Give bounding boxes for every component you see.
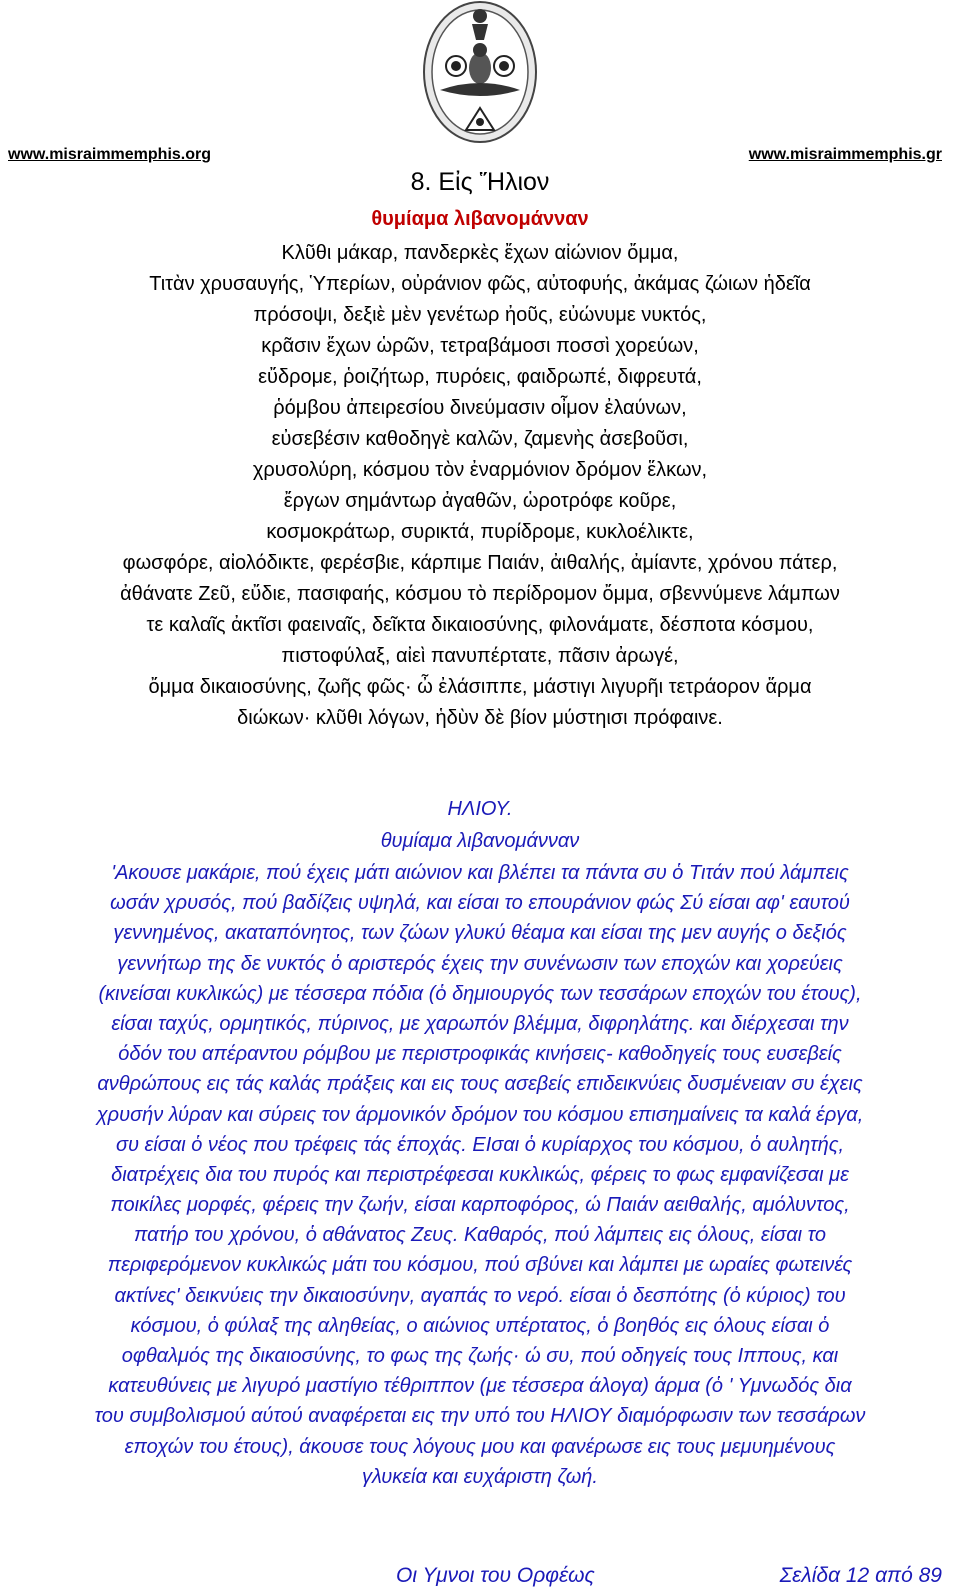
translation-line: οφθαλμός της δικαιοσύνης, το φως της ζωής· ώ συ, πού οδηγείς τους Ιππους, και [121, 1345, 839, 1367]
hymn-line: διώκων· κλῦθι λόγων, ἡδὺν δὲ βίον μύστηισι πρόφαινε. [237, 707, 723, 729]
hymn-subtitle: θυμίαμα λιβανομάνναν [371, 208, 589, 230]
hymn-line: κοσμοκράτωρ, συρικτά, πυρίδρομε, κυκλοέλικτε, [266, 521, 694, 543]
footer-page-number: Σελίδα 12 από 89 [779, 1564, 942, 1587]
translation-subtitle: θυμίαμα λιβανομάνναν [380, 830, 580, 852]
translation-line: ποικίλες μορφές, φέρεις την ζωήν, είσαι καρποφόρος, ώ Παιάν αειθαλής, αμόλυντος, [110, 1194, 850, 1217]
hymn-line: Τιτὰν χρυσαυγής, Ὑπερίων, οὐράνιον φῶς, αὐτοφυής, ἀκάμας ζώιων ἡδεῖα [149, 273, 811, 295]
translation-line: εποχών του έτους), άκουσε τους λόγους μου και φανέρωσε εις τους μεμυημένους [124, 1435, 836, 1458]
translation-line: ανθρώπους εις τάς καλάς πράξεις και εις τους ασεβείς επιδεικνύεις δυσμένειαν συ έχεις [97, 1073, 863, 1096]
footer-book-title: Οι Υμνοι του Ορφέως [396, 1564, 595, 1587]
translation-line: περιφερόμενον κυκλικώς μάτι του κόσμου, πού σβύνει και λάμπει με ωραίες φωτεινές [107, 1254, 853, 1277]
hymn-line: ὄμμα δικαιοσύνης, ζωῆς φῶς· ὦ ἐλάσιππε, μάστιγι λιγυρῆι τετράορον ἅρμα [148, 676, 812, 698]
translation-line: 'Ακουσε μακάριε, πού έχεις μάτι αιώνιον και βλέπει τα πάντα συ ὁ Τιτάν πού λάμπεις [111, 862, 849, 884]
translation-line: ωσάν χρυσός, πού βαδίζεις υψηλά, και είσαι το επουράνιον φώς Σύ είσαι αφ' εαυτού [110, 892, 850, 915]
hymn-line: τε καλαῖς ἀκτῖσι φαειναῖς, δεῖκτα δικαιοσύνης, φιλονάματε, δέσποτα κόσμου, [146, 614, 814, 636]
header-website-org-link[interactable]: www.misraimmemphis.org [8, 146, 212, 163]
translation-line: γεννήτωρ της δε νυκτός ὁ αριστερός έχεις την συνένωσιν των εποχών και χορεύεις [117, 952, 843, 975]
translation-line: πατήρ του χρόνου, ὁ αθάνατος Ζευς. Καθαρός, πού λάμπεις εις όλους, είσαι το [134, 1224, 826, 1247]
translation-line: γλυκεία και ευχάριστη ζωή. [362, 1465, 598, 1488]
hymn-line: εὔδρομε, ῥοιζήτωρ, πυρόεις, φαιδρωπέ, διφρευτά, [258, 366, 702, 388]
hymn-line: χρυσολύρη, κόσμου τὸν ἐναρμόνιον δρόμον ἕλκων, [252, 459, 708, 481]
hymn-line: ἔργων σημάντωρ ἀγαθῶν, ὡροτρόφε κοῦρε, [283, 490, 677, 512]
hymn-line: ῥόμβου ἀπειρεσίου δινεύμασιν οἶμον ἐλαύνων, [273, 397, 687, 419]
header-website-gr-link[interactable]: www.misraimmemphis.gr [748, 146, 942, 163]
hymn-title: 8. Εἰς Ἥλιον [410, 168, 550, 196]
translation-line: του συμβολισμού αύτού αναφέρεται εις την υπό του ΗΛΙΟΥ διαμόρφωσιν των τεσσάρων [94, 1405, 866, 1428]
translation-text [0, 858, 960, 1492]
hymn-greek-text [0, 238, 960, 734]
translation-line: γεννημένος, ακαταπόνητος, των ζώων γλυκύ θέαμα και είσαι της μεν αυγής ο δεξιός [113, 922, 847, 945]
hymn-line: φωσφόρε, αἰολόδικτε, φερέσβιε, κάρπιμε Παιάν, ἀιθαλής, ἀμίαντε, χρόνου πάτερ, [122, 552, 838, 574]
hymn-line: εὐσεβέσιν καθοδηγὲ καλῶν, ζαμενὴς ἀσεβοῦσι, [271, 428, 689, 450]
translation-line: συ είσαι ὁ νέος που τρέφεις τάς έποχάς. ΕΙσαι ὁ κυρίαρχος του κόσμου, ὁ αυλητής, [115, 1133, 845, 1156]
translation-line: διατρέχεις δια του πυρός και περιστρέφεσαι κυκλικώς, φέρεις το φως εμφανίζεσαι με [111, 1163, 849, 1186]
translation-title: ΗΛΙΟΥ. [447, 798, 513, 820]
hymn-line: πιστοφύλαξ, αἰεὶ πανυπέρτατε, πᾶσιν ἀρωγέ, [281, 645, 679, 667]
translation-line: κόσμου, ὁ φύλαξ της αληθείας, ο αιώνιος υπέρτατος, ὁ βοηθός εις όλους είσαι ὁ [130, 1314, 830, 1337]
translation-line: όδόν του απέραντου ρόμβου με περιστροφικάς κινήσεις- καθοδηγείς τους ευσεβείς [118, 1043, 842, 1066]
hymn-line: Κλῦθι μάκαρ, πανδερκὲς ἔχων αἰώνιον ὄμμα, [281, 242, 679, 264]
seal-emblem-icon [416, 0, 544, 150]
translation-line: ακτίνες' δεικνύεις την δικαιοσύνην, αγαπάς το νερό. είσαι ὁ δεσπότης (ὁ κύριος) του [114, 1284, 846, 1307]
misraim-seal-logo [416, 0, 544, 150]
hymn-line: κρᾶσιν ἔχων ὡρῶν, τετραβάμοσι ποσσὶ χορεύων, [261, 335, 699, 357]
translation-line: είσαι ταχύς, ορμητικός, πύρινος, με χαρωπόν βλέμμα, διφρηλάτης. και διέρχεσαι την [111, 1012, 849, 1035]
translation-line: (κινείσαι κυκλικώς) με τέσσερα πόδια (ὁ δημιουργός των τεσσάρων εποχών του έτους), [98, 982, 862, 1005]
hymn-line: ἀθάνατε Ζεῦ, εὔδιε, πασιφαής, κόσμου τὸ περίδρομον ὄμμα, σβεννύμενε λάμπων [120, 583, 840, 605]
translation-line: χρυσήν λύραν και σύρεις τον άρμονικόν δρόμον του κόσμου επισημαίνεις τα καλά έργα, [96, 1103, 864, 1126]
hymn-line: πρόσοψι, δεξιὲ μὲν γενέτωρ ἠοῦς, εὐώνυμε νυκτός, [253, 304, 707, 326]
translation-line: κατευθύνεις με λιγυρό μαστίγιο τέθριππον (με τέσσερα άλογα) άρμα (ὁ ' Υμνωδός δια [108, 1375, 852, 1398]
